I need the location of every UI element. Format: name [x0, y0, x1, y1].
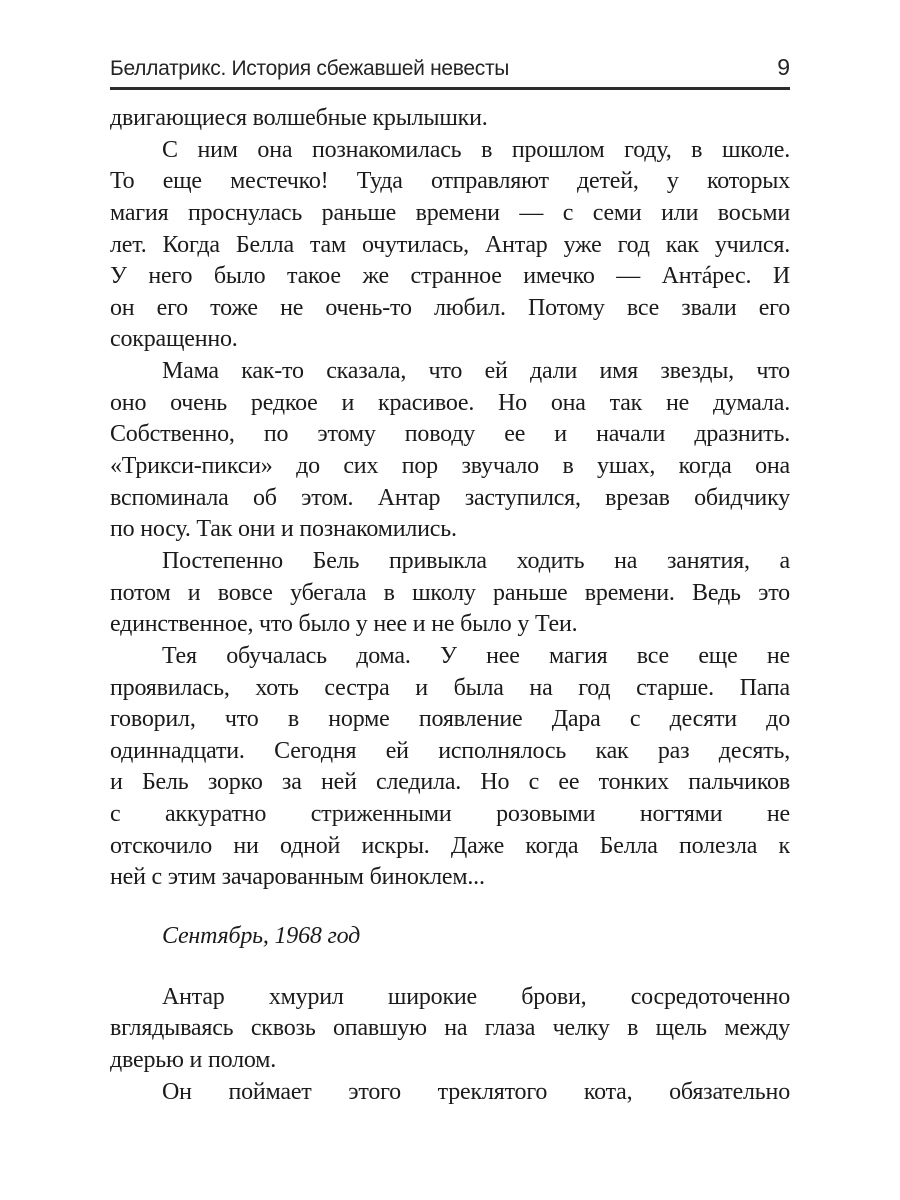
text-line: потом и вовсе убегала в школу раньше времени. Ведь это: [110, 579, 790, 606]
page-number: 9: [777, 54, 790, 80]
text-line: он его тоже не очень-то любил. Потому все звали его: [110, 294, 790, 321]
text-line: оно очень редкое и красивое. Но она так не думала.: [110, 389, 790, 416]
running-title: Беллатрикс. История сбежавшей невесты: [110, 57, 510, 80]
text-line: дверью и полом.: [110, 1046, 277, 1073]
text-line: «Трикси-пикси» до сих пор звучало в ушах, когда она: [110, 453, 790, 480]
text-line: Собственно, по этому поводу ее и начали дразнить.: [110, 421, 790, 448]
text-line: Постепенно Бель привыкла ходить на занятия, а: [162, 547, 790, 574]
text-line: вспоминала об этом. Антар заступился, врезав обидчику: [110, 484, 790, 511]
text-line: двигающиеся волшебные крылышки.: [110, 105, 488, 131]
text-line: У него было такое же странное имечко — Антáрес. И: [110, 263, 790, 290]
paragraph: [110, 1077, 790, 1109]
paragraph: [110, 135, 790, 356]
text-line: магия проснулась раньше времени — с семи или восьми: [110, 199, 790, 226]
text-line: Он поймает этого треклятого кота, обязательно: [162, 1078, 790, 1105]
page-header: [110, 54, 790, 81]
text-line: проявилась, хоть сестра и была на год старше. Папа: [110, 674, 790, 701]
text-line: отскочило ни одной искры. Даже когда Белла полезла к: [110, 832, 790, 859]
text-line: Мама как-то сказала, что ей дали имя звезды, что: [162, 358, 790, 385]
text-line: по носу. Так они и познакомились.: [110, 516, 457, 543]
text-line: Сентябрь, 1968 год: [162, 923, 361, 950]
paragraph: [110, 982, 790, 1077]
text-line: лет. Когда Белла там очутилась, Антар уже год как учился.: [110, 231, 790, 258]
text-line: с аккуратно стриженными розовыми ногтями не: [110, 801, 790, 828]
text-line: То еще местечко! Туда отправляют детей, у которых: [110, 168, 790, 195]
text-line: одиннадцати. Сегодня ей исполнялось как раз десять,: [110, 737, 790, 764]
paragraph: [110, 356, 790, 546]
section-date: [110, 921, 790, 953]
text-line: единственное, что было у нее и не было у Теи.: [110, 611, 578, 638]
header-rule: [110, 87, 790, 90]
page-body: [110, 103, 790, 1108]
paragraph: [110, 103, 790, 135]
text-line: С ним она познакомилась в прошлом году, в школе.: [162, 136, 790, 163]
text-line: и Бель зорко за ней следила. Но с ее тонких пальчиков: [110, 769, 790, 796]
text-line: вглядываясь сквозь опавшую на глаза челку в щель между: [110, 1015, 790, 1042]
text-line: Тея обучалась дома. У нее магия все еще не: [162, 642, 790, 669]
text-line: говорил, что в норме появление Дара с десяти до: [110, 706, 790, 733]
text-line: Антар хмурил широкие брови, сосредоточенно: [162, 983, 790, 1010]
text-line: сокращенно.: [110, 326, 238, 353]
text-line: ней с этим зачарованным биноклем...: [110, 864, 485, 891]
paragraph: [110, 546, 790, 641]
paragraph: [110, 641, 790, 894]
